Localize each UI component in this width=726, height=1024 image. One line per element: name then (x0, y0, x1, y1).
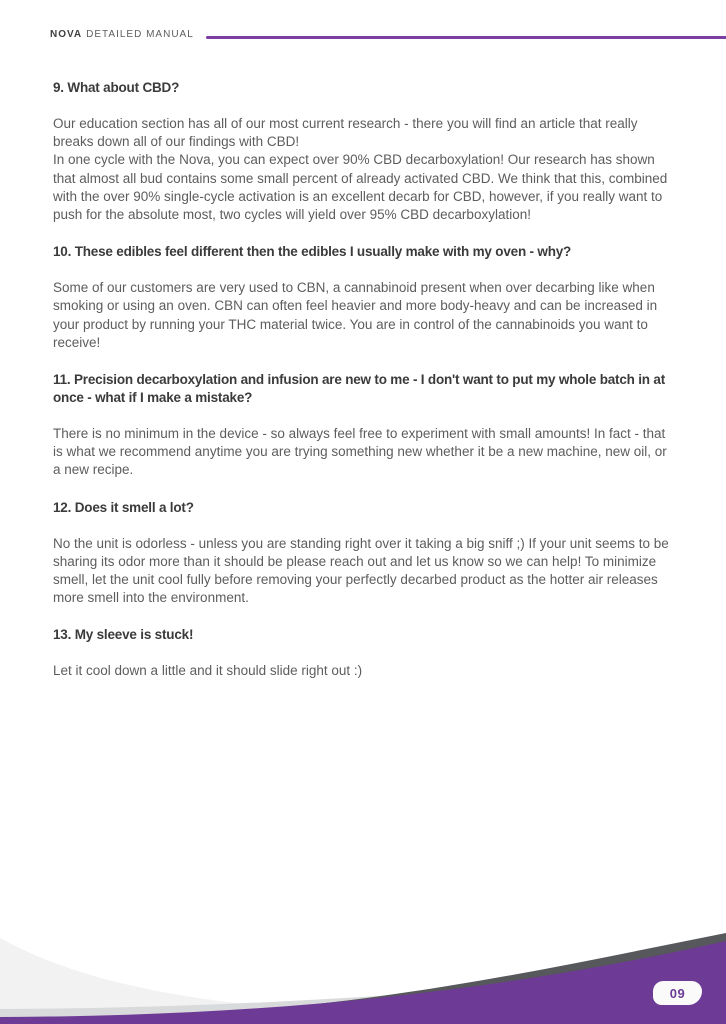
brand-text (50, 29, 194, 40)
section-paragraphs (53, 425, 673, 480)
section-heading: 9. What about CBD? (53, 80, 180, 95)
page-number: 09 (669, 985, 686, 1001)
paragraph: Let it cool down a little and it should slide right out :) (53, 663, 363, 679)
faq-section (53, 499, 673, 608)
footer-wave-graphic (0, 890, 726, 1024)
section-heading: 12. Does it smell a lot? (53, 499, 194, 515)
paragraph: No the unit is odorless - unless you are standing right over it taking a big sniff ;) If your unit seems to be sharing its odor more than it should be please reach out and let us know so we can help! To minimize smell, let the unit cool fully before removing your perfectly decarbed product as the hotter air releases more smell into the environment. (53, 535, 669, 606)
section-paragraphs (53, 535, 673, 608)
faq-sections (53, 79, 673, 700)
faq-section (53, 79, 673, 224)
header-divider-line (206, 36, 726, 39)
faq-section (53, 371, 673, 480)
paragraph: Some of our customers are very used to CBN, a cannabinoid present when over decarbing like when smoking or using an oven. CBN can often feel heavier and more body-heavy and can be increased in your product by running your THC material twice. You are in control of the cannabinoids you want to receive! (53, 280, 658, 350)
paragraph: There is no minimum in the device - so always feel free to experiment with small amounts! In fact - that is what we recommend anytime you are trying something new whether it be a new machine, new oil, or a new recipe. (53, 426, 667, 478)
section-paragraphs (53, 115, 673, 224)
faq-section (53, 626, 673, 680)
faq-section (53, 243, 673, 352)
section-heading: 13. My sleeve is stuck! (53, 627, 194, 643)
section-heading: 11. Precision decarboxylation and infusion are new to me - I don't want to put my whole batch in at once - what if I make a mistake? (53, 372, 666, 406)
brand-subtitle: DETAILED MANUAL (86, 28, 194, 40)
section-heading: 10. These edibles feel different then the edibles I usually make with my oven - why? (53, 244, 572, 260)
page-header (50, 27, 726, 41)
paragraph: Our education section has all of our most current research - there you will find an article that really breaks down all of our findings with CBD! (53, 116, 638, 150)
page-number-badge (653, 981, 702, 1005)
brand-name: NOVA (50, 28, 83, 40)
section-paragraphs (53, 662, 673, 680)
section-paragraphs (53, 279, 673, 352)
paragraph: In one cycle with the Nova, you can expect over 90% CBD decarboxylation! Our research has shown that almost all bud contains some small percent of already activated CBD. We think that this, combined with the over 90% single-cycle activation is an excellent decarb for CBD, however, if you really want to push for the absolute most, two cycles will yield over 95% CBD decarboxylation! (53, 152, 668, 223)
